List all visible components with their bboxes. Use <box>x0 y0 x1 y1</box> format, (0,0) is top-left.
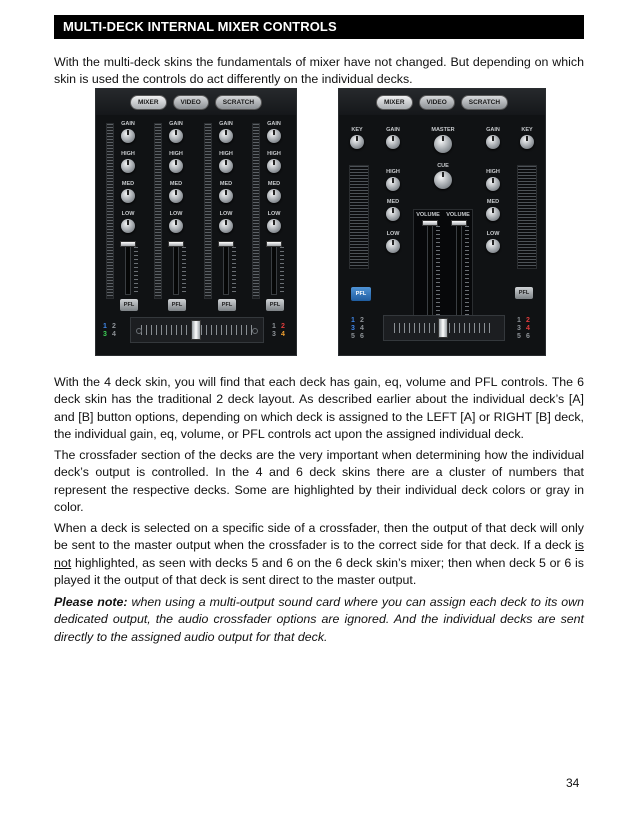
skin4-right-deck-number[interactable]: 4 <box>281 331 285 338</box>
skin6-right-pfl-button[interactable]: PFL <box>515 287 533 299</box>
skin6-left-volume-fader-track[interactable] <box>427 224 433 320</box>
deck1-low-knob[interactable] <box>121 219 135 233</box>
skin6-left-level-meter <box>349 165 369 269</box>
deck1-gain-knob[interactable] <box>121 129 135 143</box>
skin6-right-volume-fader-cap[interactable] <box>451 220 467 226</box>
skin4-left-deck-number[interactable]: 4 <box>112 331 116 338</box>
skin4-right-deck-number[interactable]: 2 <box>281 323 285 330</box>
skin6-right-med-knob[interactable] <box>486 207 500 221</box>
deck2-gain-knob[interactable] <box>169 129 183 143</box>
skin6-volume-panel <box>413 209 473 327</box>
deck2-volume-fader-cap[interactable] <box>168 241 184 247</box>
deck2-med-label: MED <box>169 181 183 187</box>
deck3-level-meter <box>204 123 212 299</box>
deck-selection-paragraph <box>54 520 584 590</box>
deck2-level-meter <box>154 123 162 299</box>
deck2-pfl-button[interactable]: PFL <box>168 299 186 311</box>
deck2-high-knob[interactable] <box>169 159 183 173</box>
skin6-left-med-label: MED <box>386 199 400 205</box>
skin6-right-deck-number[interactable]: 2 <box>526 317 530 324</box>
skin4-left-circle-icon[interactable] <box>136 328 142 334</box>
skin6-crossfader-handle[interactable] <box>438 318 448 338</box>
skin6-master-knob[interactable] <box>434 135 452 153</box>
deck3-volume-fader-cap[interactable] <box>218 241 234 247</box>
skin4-right-circle-icon[interactable] <box>252 328 258 334</box>
deck4-high-label: HIGH <box>267 151 281 157</box>
deck1-volume-fader-cap[interactable] <box>120 241 136 247</box>
skin6-left-pfl-button[interactable]: PFL <box>351 287 371 301</box>
deck-selection-text-end: highlighted, as seen with decks 5 and 6 on the 6 deck skin’s mixer; then when deck 5 or 6 is played it the output of that deck is sent direct to the master output. <box>54 555 584 588</box>
skin4-crossfader[interactable] <box>130 317 264 343</box>
skin4-left-deck-number[interactable]: 3 <box>103 331 107 338</box>
deck1-high-knob[interactable] <box>121 159 135 173</box>
skin6-right-deck-numbers <box>517 317 535 340</box>
skin6-right-deck-number[interactable]: 3 <box>517 325 521 332</box>
deck2-med-knob[interactable] <box>169 189 183 203</box>
skin6-crossfader[interactable] <box>383 315 505 341</box>
six-deck-mixer-screenshot <box>338 88 546 356</box>
deck4-med-label: MED <box>267 181 281 187</box>
skin6-right-high-knob[interactable] <box>486 177 500 191</box>
skin4-left-deck-numbers <box>103 323 121 338</box>
deck-selection-text-start: When a deck is selected on a specific side of a crossfader, then the output of that deck will only be sent to the master output when the crossfader is to the correct side for that deck. If a deck <box>54 521 584 553</box>
deck1-gain-label: GAIN <box>121 121 135 127</box>
deck3-med-label: MED <box>219 181 233 187</box>
skin6-volume-left-label: VOLUME <box>416 212 440 218</box>
intro-paragraph: With the multi-deck skins the fundamentals of mixer have not changed. But depending on which skin is used the controls do act differently on the individual decks. <box>54 55 584 87</box>
deck2-volume-fader-track[interactable] <box>173 245 179 295</box>
deck3-low-label: LOW <box>219 211 233 217</box>
skin4-tab-bar <box>96 89 296 115</box>
deck3-high-knob[interactable] <box>219 159 233 173</box>
deck4-volume-fader-track[interactable] <box>271 245 277 295</box>
skin6-left-key-label: KEY <box>351 127 363 133</box>
note-text: when using a multi-output sound card where you can assign each deck to its own dedicated output, the audio crossfader options are ignored. And the individual decks are sent directly to the assigned audio output for that deck. <box>54 595 585 644</box>
skin6-right-deck-number[interactable]: 4 <box>526 325 530 332</box>
deck1-volume-scale <box>134 247 138 293</box>
underlined-is-not: is not <box>54 538 584 570</box>
skin6-cue-knob[interactable] <box>434 171 452 189</box>
skin4-crossfader-handle[interactable] <box>191 320 201 340</box>
skin6-left-low-label: LOW <box>386 231 400 237</box>
page-number: 34 <box>566 776 580 790</box>
deck4-low-knob[interactable] <box>267 219 281 233</box>
skin6-tab-scratch[interactable]: SCRATCH <box>461 95 508 110</box>
skin6-tab-mixer[interactable]: MIXER <box>376 95 413 110</box>
skin6-right-key-knob[interactable] <box>520 135 534 149</box>
deck4-low-label: LOW <box>267 211 281 217</box>
deck3-volume-scale <box>232 247 236 293</box>
skin6-tab-video[interactable]: VIDEO <box>419 95 455 110</box>
deck2-volume-scale <box>182 247 186 293</box>
deck4-level-meter <box>252 123 260 299</box>
skin6-right-high-label: HIGH <box>486 169 500 175</box>
skin6-right-volume-fader-track[interactable] <box>456 224 462 320</box>
skin4-tab-video[interactable]: VIDEO <box>173 95 209 110</box>
deck2-gain-label: GAIN <box>169 121 183 127</box>
skin6-left-deck-number[interactable]: 1 <box>351 317 355 324</box>
deck2-low-knob[interactable] <box>169 219 183 233</box>
note-label: Please note: <box>54 595 128 609</box>
crossfader-paragraph: The crossfader section of the decks are the very important when determining how the individual deck’s output is controlled. In the 4 and 6 deck skins there are a cluster of numbers that represent the respective decks. Some are highlighted by their individual deck colors or gray in color. <box>54 448 584 515</box>
skin6-left-deck-number[interactable]: 2 <box>360 317 364 324</box>
skin6-right-gain-label: GAIN <box>486 127 500 133</box>
deck3-med-knob[interactable] <box>219 189 233 203</box>
deck1-med-label: MED <box>121 181 135 187</box>
skin6-right-med-label: MED <box>486 199 500 205</box>
four-deck-paragraph: With the 4 deck skin, you will find that each deck has gain, eq, volume and PFL controls. The 6 deck skin has the traditional 2 deck layout. As described earlier about the individual deck’s [A] and [B] button options, depending on which deck is assigned to the LEFT [A] or RIGHT [B] deck, the individual gain, eq, volume, or PFL controls act upon the assigned individual deck. <box>54 375 584 442</box>
deck1-pfl-button[interactable]: PFL <box>120 299 138 311</box>
four-deck-mixer-screenshot <box>95 88 297 356</box>
note-paragraph <box>54 594 584 646</box>
deck3-gain-label: GAIN <box>219 121 233 127</box>
skin4-right-deck-number[interactable]: 1 <box>272 323 276 330</box>
deck3-gain-knob[interactable] <box>219 129 233 143</box>
skin6-left-gain-knob[interactable] <box>386 135 400 149</box>
section-header: MULTI-DECK INTERNAL MIXER CONTROLS <box>54 15 584 39</box>
skin4-right-deck-numbers <box>272 323 290 338</box>
deck1-high-label: HIGH <box>121 151 135 157</box>
skin6-right-deck-number[interactable]: 6 <box>526 333 530 340</box>
skin6-left-deck-numbers <box>351 317 369 340</box>
skin6-left-deck-number[interactable]: 5 <box>351 333 355 340</box>
skin6-right-gain-knob[interactable] <box>486 135 500 149</box>
skin6-left-low-knob[interactable] <box>386 239 400 253</box>
deck4-pfl-button[interactable]: PFL <box>266 299 284 311</box>
skin6-volume-right-label: VOLUME <box>446 212 470 218</box>
deck1-level-meter <box>106 123 114 299</box>
skin4-right-deck-number[interactable]: 3 <box>272 331 276 338</box>
deck1-volume-fader-track[interactable] <box>125 245 131 295</box>
deck3-volume-fader-track[interactable] <box>223 245 229 295</box>
skin4-left-deck-number[interactable]: 2 <box>112 323 116 330</box>
deck1-low-label: LOW <box>121 211 135 217</box>
skin6-left-deck-number[interactable]: 3 <box>351 325 355 332</box>
skin6-master-label: MASTER <box>431 127 455 133</box>
deck4-gain-label: GAIN <box>267 121 281 127</box>
deck2-high-label: HIGH <box>169 151 183 157</box>
skin6-right-deck-number[interactable]: 1 <box>517 317 521 324</box>
skin6-left-deck-number[interactable]: 4 <box>360 325 364 332</box>
skin6-right-deck-number[interactable]: 5 <box>517 333 521 340</box>
skin4-left-deck-number[interactable]: 1 <box>103 323 107 330</box>
deck3-low-knob[interactable] <box>219 219 233 233</box>
skin6-right-key-label: KEY <box>521 127 533 133</box>
skin6-left-volume-scale <box>436 226 440 318</box>
skin6-left-volume-fader-cap[interactable] <box>422 220 438 226</box>
deck4-gain-knob[interactable] <box>267 129 281 143</box>
deck4-volume-fader-cap[interactable] <box>266 241 282 247</box>
skin6-right-volume-scale <box>465 226 469 318</box>
skin6-right-level-meter <box>517 165 537 269</box>
skin6-left-high-label: HIGH <box>386 169 400 175</box>
skin6-right-low-label: LOW <box>486 231 500 237</box>
skin6-left-deck-number[interactable]: 6 <box>360 333 364 340</box>
skin6-left-gain-label: GAIN <box>386 127 400 133</box>
skin6-tab-bar <box>339 89 545 115</box>
deck4-high-knob[interactable] <box>267 159 281 173</box>
skin6-left-med-knob[interactable] <box>386 207 400 221</box>
skin4-tab-mixer[interactable]: MIXER <box>130 95 167 110</box>
deck2-low-label: LOW <box>169 211 183 217</box>
skin6-cue-label: CUE <box>437 163 449 169</box>
skin6-right-low-knob[interactable] <box>486 239 500 253</box>
deck3-pfl-button[interactable]: PFL <box>218 299 236 311</box>
skin4-tab-scratch[interactable]: SCRATCH <box>215 95 262 110</box>
deck3-high-label: HIGH <box>219 151 233 157</box>
skin6-left-key-knob[interactable] <box>350 135 364 149</box>
deck4-med-knob[interactable] <box>267 189 281 203</box>
deck1-med-knob[interactable] <box>121 189 135 203</box>
deck4-volume-scale <box>280 247 284 293</box>
skin6-left-high-knob[interactable] <box>386 177 400 191</box>
